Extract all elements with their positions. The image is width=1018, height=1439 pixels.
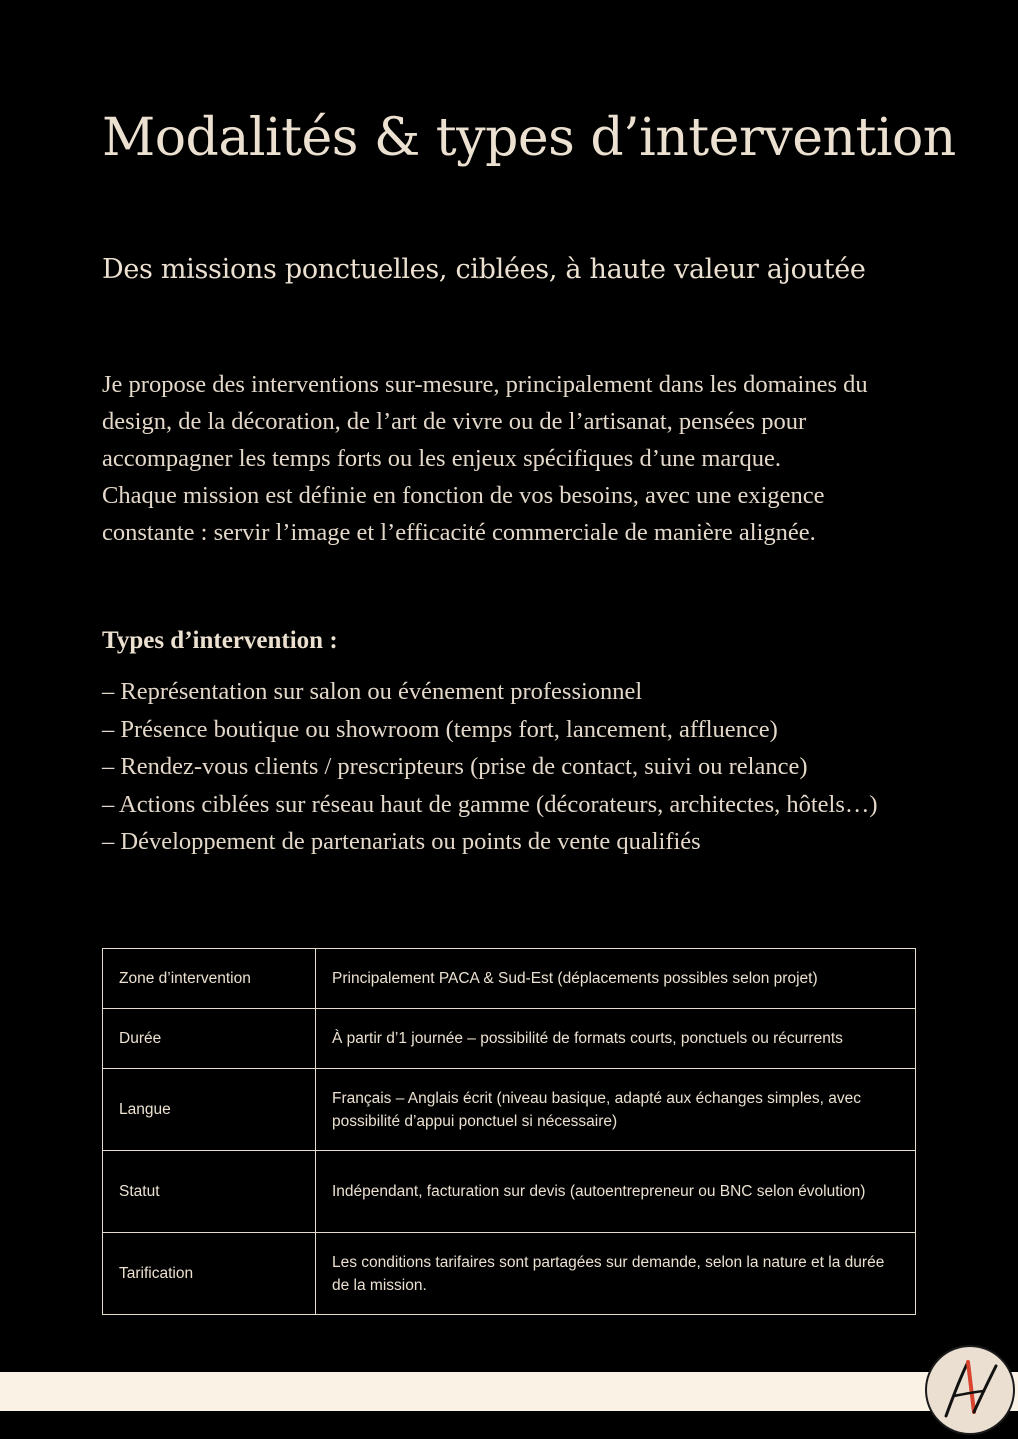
list-item: – Rendez-vous clients / prescripteurs (prise de contact, suivi ou relance): [102, 753, 808, 780]
intro-line: Chaque mission est définie en fonction de vos besoins, avec une exigence: [102, 482, 825, 509]
intro-line: accompagner les temps forts ou les enjeux spécifiques d’une marque.: [102, 445, 781, 472]
list-item: – Représentation sur salon ou événement professionnel: [102, 678, 643, 705]
table-row: [103, 1009, 916, 1069]
page-subtitle: Des missions ponctuelles, ciblées, à haute valeur ajoutée: [102, 254, 866, 285]
table-value-cell: Indépendant, facturation sur devis (autoentrepreneur ou BNC selon évolution): [316, 1151, 916, 1233]
table-value-cell: Principalement PACA & Sud-Est (déplacements possibles selon projet): [316, 949, 916, 1009]
monogram-logo: [924, 1344, 1016, 1436]
table-label-cell: Tarification: [103, 1233, 316, 1315]
types-list: [102, 673, 932, 861]
intro-line: design, de la décoration, de l’art de vivre ou de l’artisanat, pensées pour: [102, 408, 807, 435]
table-value-cell: Les conditions tarifaires sont partagées sur demande, selon la nature et la durée de la mission.: [316, 1233, 916, 1315]
table-label-cell: Zone d’intervention: [103, 949, 316, 1009]
intro-line: constante : servir l’image et l’efficacité commerciale de manière alignée.: [102, 519, 816, 546]
table-row: [103, 1233, 916, 1315]
table-row: [103, 949, 916, 1009]
intro-paragraph: [102, 366, 922, 551]
list-item: – Actions ciblées sur réseau haut de gamme (décorateurs, architectes, hôtels…): [102, 790, 878, 818]
list-item: – Développement de partenariats ou points de vente qualifiés: [102, 828, 701, 855]
intro-line: Je propose des interventions sur-mesure, principalement dans les domaines du: [102, 371, 868, 398]
table-value-cell: À partir d’1 journée – possibilité de formats courts, ponctuels ou récurrents: [316, 1009, 916, 1069]
table-value-cell: Français – Anglais écrit (niveau basique, adapté aux échanges simples, avec possibilité d’appui ponctuel si nécessaire): [316, 1069, 916, 1151]
page-title: Modalités & types d’intervention: [102, 108, 956, 168]
footer-band: [0, 1372, 1018, 1411]
list-item: – Présence boutique ou showroom (temps fort, lancement, affluence): [102, 715, 778, 743]
table-label-cell: Langue: [103, 1069, 316, 1151]
table-label-cell: Durée: [103, 1009, 316, 1069]
table-row: [103, 1151, 916, 1233]
table-label-cell: Statut: [103, 1151, 316, 1233]
table-row: [103, 1069, 916, 1151]
types-heading: Types d’intervention :: [102, 627, 338, 654]
info-table: [102, 948, 916, 1315]
